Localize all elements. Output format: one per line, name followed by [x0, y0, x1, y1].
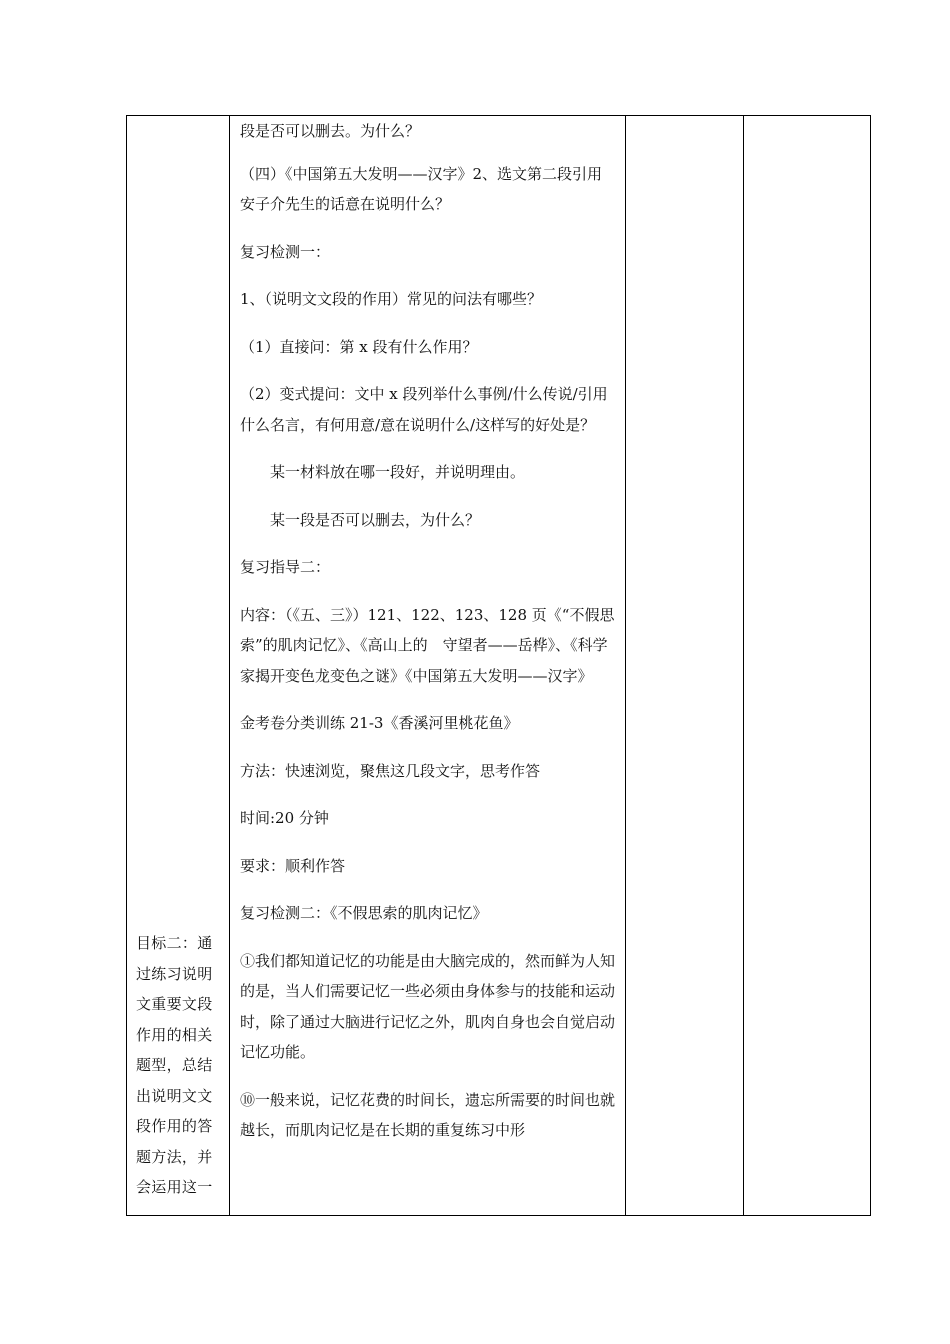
paragraph: （1）直接问：第 x 段有什么作用？ — [240, 337, 478, 356]
lesson-plan-table — [126, 115, 871, 1216]
empty-column-cell — [626, 116, 744, 1216]
goal-column-cell — [127, 116, 230, 1216]
paragraph: 要求：顺利作答 — [240, 856, 346, 875]
empty-column-cell — [744, 116, 871, 1216]
paragraph: 某一材料放在哪一段好，并说明理由。 — [270, 463, 526, 481]
paragraph: 段是否可以删去。为什么？ — [240, 122, 421, 140]
paragraph: 内容：（《五、三》）121、122、123、128 页《“不假思索”的肌肉记忆》、《高山上的 守望者——岳桦》、《科学家揭开变色龙变色之谜》《中国第五大发明——汉字》 — [240, 605, 615, 685]
paragraph: 某一段是否可以删去，为什么？ — [270, 510, 481, 529]
paragraph: 时间:20 分钟 — [240, 809, 329, 827]
table-row — [127, 116, 871, 1216]
activity-content-cell — [230, 116, 626, 1216]
paragraph: ⑩一般来说，记忆花费的时间长，遗忘所需要的时间也就越长，而肌肉记忆是在长期的重复练习中形 — [240, 1090, 616, 1139]
paragraph: 方法：快速浏览，聚焦这几段文字，思考作答 — [240, 761, 541, 780]
goal-two-text: 目标二：通过练习说明文重要文段作用的相关题型，总结出说明文文段作用的答题方法，并会运用这一 — [136, 934, 213, 1196]
paragraph: ①我们都知道记忆的功能是由大脑完成的，然而鲜为人知的是，当人们需要记忆一些必须由身体参与的技能和运动时，除了通过大脑进行记忆之外，肌肉自身也会自觉启动记忆功能。 — [240, 951, 616, 1061]
review-guide-two-heading: 复习指导二： — [240, 558, 331, 576]
paragraph: 金考卷分类训练 21-3《香溪河里桃花鱼》 — [240, 714, 519, 732]
paragraph: 1、（说明文文段的作用）常见的问法有哪些？ — [240, 290, 543, 308]
review-test-two-heading: 复习检测二：《不假思索的肌肉记忆》 — [240, 904, 488, 922]
paragraph: （2）变式提问：文中 x 段列举什么事例/什么传说/引用什么名言，有何用意/意在说明什么/这样写的好处是？ — [240, 385, 608, 434]
activity-content — [230, 116, 625, 1146]
review-test-one-heading: 复习检测一： — [240, 242, 331, 261]
paragraph: （四）《中国第五大发明——汉字》2、选文第二段引用安子介先生的话意在说明什么？ — [240, 164, 603, 213]
